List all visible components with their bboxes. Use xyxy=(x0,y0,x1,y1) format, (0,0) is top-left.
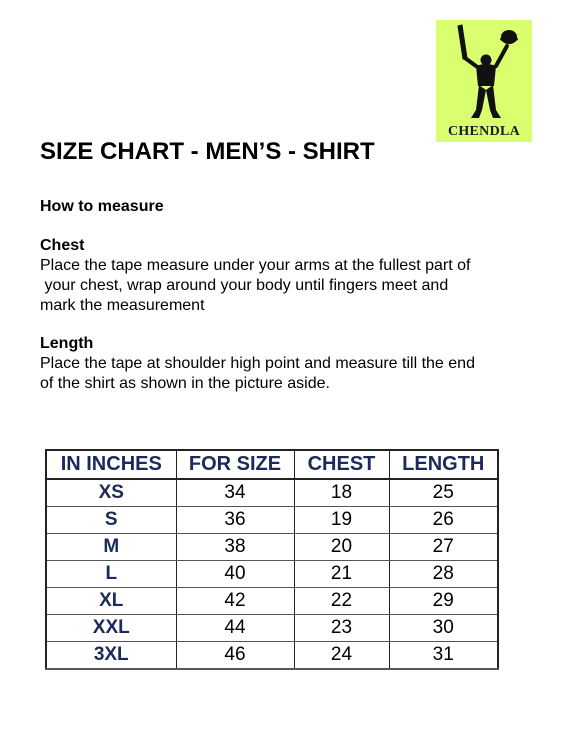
size-cell: L xyxy=(46,561,176,588)
brand-logo xyxy=(436,20,532,142)
chest-cell: 21 xyxy=(294,561,389,588)
for-size-cell: 46 xyxy=(176,642,294,670)
column-header: FOR SIZE xyxy=(176,450,294,479)
how-to-measure-heading: How to measure xyxy=(40,198,164,215)
column-header: LENGTH xyxy=(389,450,498,479)
length-cell: 30 xyxy=(389,615,498,642)
for-size-cell: 44 xyxy=(176,615,294,642)
column-header: IN INCHES xyxy=(46,450,176,479)
size-cell: XS xyxy=(46,479,176,507)
length-cell: 28 xyxy=(389,561,498,588)
chest-cell: 19 xyxy=(294,507,389,534)
length-cell: 29 xyxy=(389,588,498,615)
column-header: CHEST xyxy=(294,450,389,479)
chest-line: your chest, wrap around your body until fingers meet and xyxy=(40,277,449,294)
for-size-cell: 40 xyxy=(176,561,294,588)
chest-cell: 18 xyxy=(294,479,389,507)
chest-cell: 20 xyxy=(294,534,389,561)
size-cell: XXL xyxy=(46,615,176,642)
for-size-cell: 34 xyxy=(176,479,294,507)
chest-line: mark the measurement xyxy=(40,297,205,314)
table-row xyxy=(46,507,498,534)
table-row xyxy=(46,479,498,507)
table-row xyxy=(46,588,498,615)
length-cell: 25 xyxy=(389,479,498,507)
size-table xyxy=(45,449,499,670)
for-size-cell: 42 xyxy=(176,588,294,615)
chest-heading: Chest xyxy=(40,237,85,254)
length-instructions xyxy=(40,354,560,394)
page-title: SIZE CHART - MEN’S - SHIRT xyxy=(40,138,375,165)
length-cell: 27 xyxy=(389,534,498,561)
chest-cell: 23 xyxy=(294,615,389,642)
chest-cell: 22 xyxy=(294,588,389,615)
table-row xyxy=(46,534,498,561)
size-cell: 3XL xyxy=(46,642,176,670)
chest-instructions xyxy=(40,256,560,316)
length-cell: 26 xyxy=(389,507,498,534)
length-line: Place the tape at shoulder high point and measure till the end xyxy=(40,355,475,372)
for-size-cell: 36 xyxy=(176,507,294,534)
length-cell: 31 xyxy=(389,642,498,670)
table-row xyxy=(46,642,498,670)
cricketer-silhouette-icon xyxy=(436,20,532,124)
table-row xyxy=(46,615,498,642)
size-cell: XL xyxy=(46,588,176,615)
length-heading: Length xyxy=(40,335,94,352)
chest-line: Place the tape measure under your arms at the fullest part of xyxy=(40,257,471,274)
table-row xyxy=(46,561,498,588)
length-line: of the shirt as shown in the picture aside. xyxy=(40,375,330,392)
table-header-row xyxy=(46,450,498,479)
size-cell: M xyxy=(46,534,176,561)
size-cell: S xyxy=(46,507,176,534)
for-size-cell: 38 xyxy=(176,534,294,561)
chest-cell: 24 xyxy=(294,642,389,670)
brand-name: CHENDLA xyxy=(447,124,521,139)
